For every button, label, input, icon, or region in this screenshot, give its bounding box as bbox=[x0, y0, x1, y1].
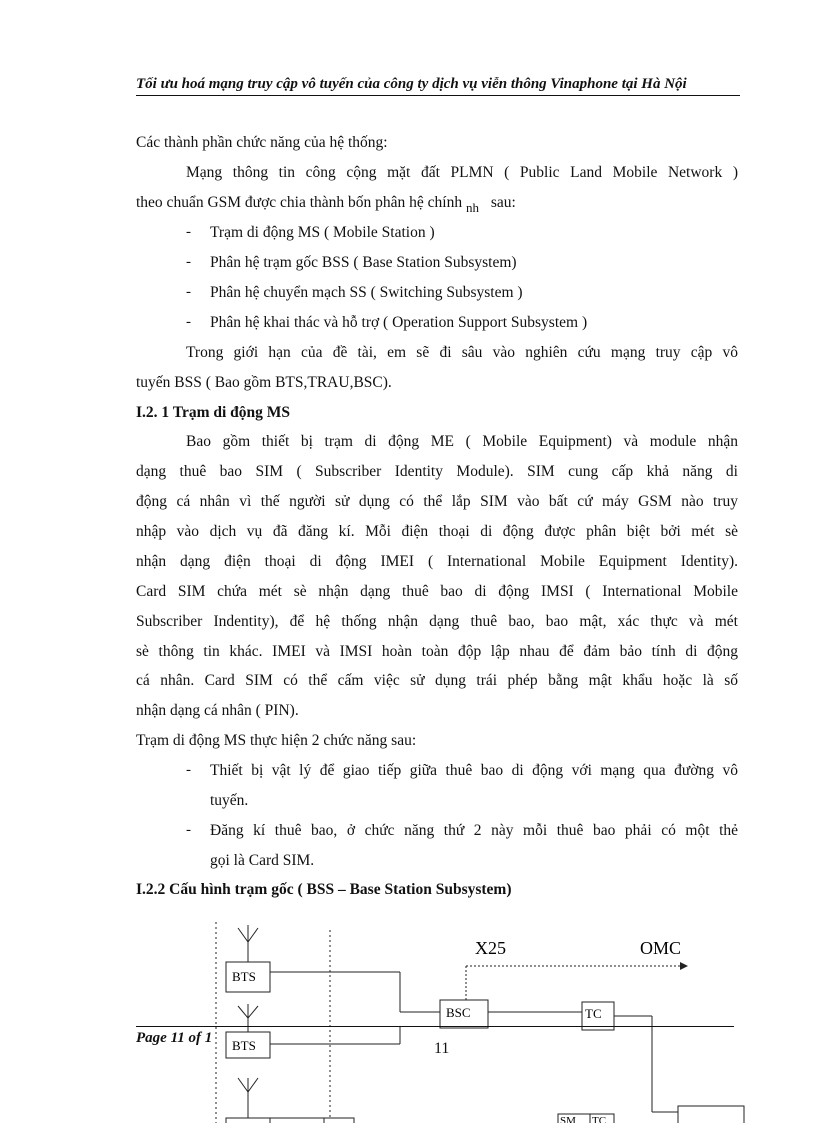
ms-function-line: Thiết bị vật lý để giao tiếp giữa thuê bao di động với mạng qua đường vô bbox=[210, 762, 738, 779]
tc-label: TC bbox=[585, 1006, 602, 1021]
antenna-icon bbox=[238, 925, 258, 962]
para3-line: Card SIM chứa mét sè nhận dạng thuê bao di động IMSI ( International Mobile bbox=[136, 583, 738, 600]
para1-subscript: nh bbox=[465, 200, 479, 215]
omc-label: OMC bbox=[640, 938, 682, 958]
x25-label: X25 bbox=[475, 938, 506, 958]
list-item: Phân hệ chuyển mạch SS ( Switching Subsystem ) bbox=[210, 284, 523, 301]
intro-line: Các thành phần chức năng của hệ thống: bbox=[136, 134, 388, 151]
para3-line: dạng thuê bao SIM ( Subscriber Identity Module). SIM cung cấp khả năng di bbox=[136, 463, 738, 480]
footer-page-text: Page 11 of 1 bbox=[136, 1030, 213, 1046]
bsc-label: BSC bbox=[446, 1005, 471, 1020]
para3-line: Subscriber Indentity), để hệ thống nhận dạng thuê bao, bao mật, xác thực và mét bbox=[136, 613, 738, 630]
list-item: Phân hệ khai thác và hỗ trợ ( Operation Support Subsystem ) bbox=[210, 314, 588, 331]
bts-label: BTS bbox=[232, 1038, 256, 1053]
arrow-icon bbox=[680, 962, 688, 970]
para1-line2-text: theo chuẩn GSM được chia thành bốn phân hệ chính bbox=[136, 194, 463, 211]
tc-label: TC bbox=[592, 1115, 607, 1123]
bullet-dash: - bbox=[186, 284, 191, 300]
sm-label: SM bbox=[560, 1115, 576, 1123]
para3-line: nhận dạng cá nhân ( PIN). bbox=[136, 702, 299, 719]
para3-line: cá nhân. Card SIM có thể cấm việc sử dụng trái phép bằng mật khẩu hoặc là số bbox=[136, 672, 738, 689]
footer-divider bbox=[136, 1026, 734, 1027]
bts-label: BTS bbox=[232, 969, 256, 984]
para3-line: nhập vào dịch vụ đã đăng kí. Mỗi điện thoại di động được phân biệt bởi mét sè bbox=[136, 523, 738, 540]
section-heading-ms: I.2. 1 Trạm di động MS bbox=[136, 404, 291, 421]
ms-functions-intro: Trạm di động MS thực hiện 2 chức năng sau: bbox=[136, 732, 417, 749]
list-item: Phân hệ trạm gốc BSS ( Base Station Subsystem) bbox=[210, 254, 517, 271]
trx-box bbox=[324, 1118, 354, 1123]
bts-box bbox=[226, 1118, 270, 1123]
bullet-dash: - bbox=[186, 822, 191, 838]
trx-box bbox=[270, 1118, 324, 1123]
ms-function-line: tuyến. bbox=[210, 792, 249, 809]
para2-line1: Trong giới hạn của đề tài, em sẽ đi sâu vào nghiên cứu mạng truy cập vô bbox=[186, 344, 738, 361]
bullet-dash: - bbox=[186, 762, 191, 778]
ms-function-line: gọi là Card SIM. bbox=[210, 852, 315, 869]
antenna-icon bbox=[238, 1004, 258, 1032]
ms-function-line: Đăng kí thuê bao, ở chức năng thứ 2 này mỗi thuê bao phải có một thẻ bbox=[210, 822, 738, 839]
list-item: Trạm di động MS ( Mobile Station ) bbox=[210, 224, 435, 241]
msc-box bbox=[678, 1106, 744, 1123]
bullet-dash: - bbox=[186, 314, 191, 330]
antenna-icon bbox=[238, 1078, 258, 1118]
para3-line: động cá nhân vì thế người sử dụng có thể lắp SIM vào bất cứ máy GSM nào truy bbox=[136, 493, 738, 510]
page-number: 11 bbox=[434, 1040, 450, 1057]
bullet-dash: - bbox=[186, 224, 191, 240]
para3-line: nhận dạng điện thoại di động IMEI ( International Mobile Equipment Identity). bbox=[136, 553, 738, 570]
para3-line: sè thông tin khác. IMEI và IMSI hoàn toàn độp lập nhau để đảm bảo tính di động bbox=[136, 643, 738, 660]
bullet-dash: - bbox=[186, 254, 191, 270]
para2-line2: tuyến BSS ( Bao gồm BTS,TRAU,BSC). bbox=[136, 374, 392, 391]
page-header-title: Tối ưu hoá mạng truy cập vô tuyến của công ty dịch vụ viễn thông Vinaphone tại Hà Nội bbox=[136, 76, 687, 92]
section-heading-bss: I.2.2 Cấu hình trạm gốc ( BSS – Base Station Subsystem) bbox=[136, 881, 512, 898]
para1-line2-end: sau: bbox=[490, 194, 516, 211]
para1-line1: Mạng thông tin công cộng mặt đất PLMN ( Public Land Mobile Network ) bbox=[186, 164, 738, 181]
para3-line: Bao gồm thiết bị trạm di động ME ( Mobile Equipment) và module nhận bbox=[186, 433, 738, 450]
